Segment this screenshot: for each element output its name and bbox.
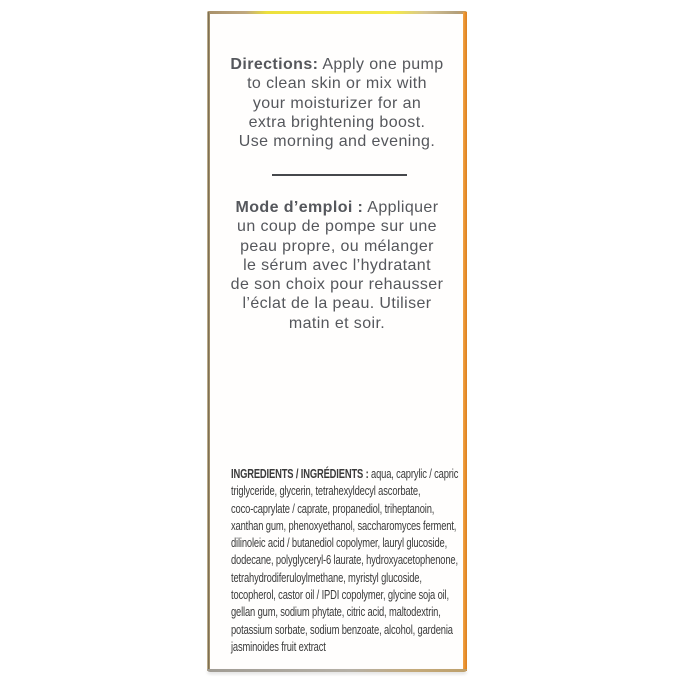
- text-line: dilinoleic acid / butanediol copolymer, lauryl glucoside,: [231, 535, 448, 551]
- text-line: de son choix pour rehausser: [230, 276, 444, 294]
- text-line: peau propre, ou mélanger: [240, 237, 434, 255]
- text-line: xanthan gum, phenoxyethanol, saccharomyces ferment,: [231, 517, 457, 533]
- text-line: extra brightening boost.: [248, 113, 426, 131]
- text-line: jasminoides fruit extract: [231, 638, 326, 654]
- text-line: le sérum avec l’hydratant: [243, 256, 431, 274]
- text-line: [231, 465, 461, 482]
- text-line: un coup de pompe sur une: [237, 218, 437, 236]
- mode-demploi-heading: Mode d’emploi :: [235, 199, 364, 216]
- text-line: Use morning and evening.: [238, 133, 436, 151]
- text-line: potassium sorbate, sodium benzoate, alcohol, gardenia: [231, 621, 453, 637]
- directions-section: [212, 55, 462, 151]
- mode-demploi-heading-rest: Appliquer: [363, 199, 439, 216]
- box-top-edge: [207, 11, 467, 14]
- text-line: to clean skin or mix with: [247, 75, 427, 93]
- directions-heading-rest: Apply one pump: [318, 56, 444, 73]
- ingredients-heading: INGREDIENTS / INGRÉDIENTS :: [231, 466, 369, 481]
- text-line: tetrahydrodiferuloylmethane, myristyl glucoside,: [231, 569, 422, 585]
- text-line: gellan gum, sodium phytate, citric acid, maltodextrin,: [231, 604, 441, 620]
- text-line: matin et soir.: [288, 314, 386, 332]
- text-line: l’éclat de la peau. Utiliser: [242, 295, 432, 313]
- box-right-edge: [463, 12, 467, 671]
- text-line: dodecane, polyglyceryl-6 laurate, hydroxyacetophenone,: [231, 552, 458, 568]
- ingredients-section: [231, 465, 461, 655]
- product-box-back-panel: [207, 11, 467, 672]
- text-line: [212, 55, 462, 74]
- section-divider: [272, 174, 407, 176]
- directions-heading: Directions:: [230, 56, 319, 73]
- box-left-edge: [207, 12, 210, 671]
- box-bottom-edge: [207, 669, 467, 672]
- text-line: [212, 198, 462, 217]
- text-line: tocopherol, castor oil / IPDI copolymer, glycine soja oil,: [231, 587, 449, 603]
- ingredients-heading-rest: aqua, caprylic / capric: [368, 466, 459, 481]
- text-line: coco-caprylate / caprate, propanediol, triheptanoin,: [231, 500, 435, 516]
- mode-demploi-section: [212, 198, 462, 333]
- text-line: your moisturizer for an: [252, 94, 422, 112]
- text-line: triglyceride, glycerin, tetrahexyldecyl ascorbate,: [231, 483, 421, 499]
